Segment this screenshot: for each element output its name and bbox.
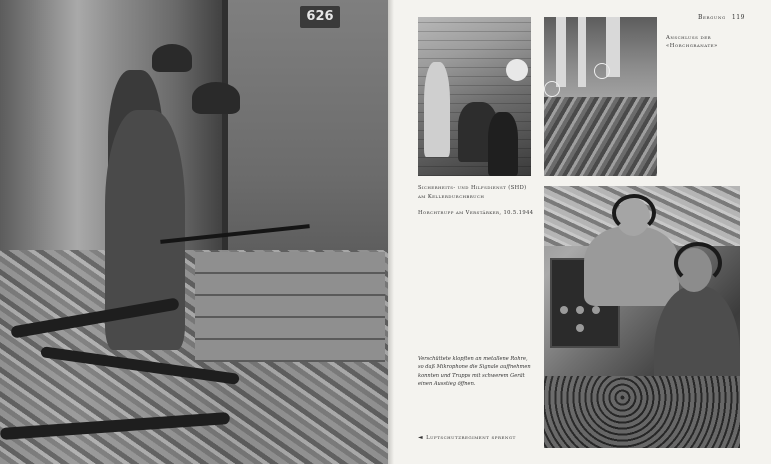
caption-italic-line1: Verschüttete klopften an metallene Rohre, [418,356,528,362]
photo-debris [544,97,657,176]
operator-left [584,226,679,306]
helmet-front [192,82,240,114]
photo-cables [544,376,740,448]
photo-listening-grenade [544,17,657,176]
caption-middle-para2: Horchtrupp am Verstärker, 10.5.1944 [418,210,534,217]
caption-middle-para1-line2: am Kellerdurchbruch [418,194,485,201]
arrow-left-icon: ◄ [418,434,424,441]
radio-knob [560,306,568,314]
photo-pillar [556,17,566,87]
photo-listening-team [544,186,740,448]
headset-icon [674,242,722,284]
caption-bottom-text: Luftschutzregiment sprengt [426,435,516,441]
caption-italic-line4: einen Ausstieg öffnen. [418,381,476,388]
headset-icon [612,194,656,232]
house-number-sign: 626 [300,6,340,28]
book-gutter [388,0,394,464]
running-head [698,14,745,21]
radio-knob [592,306,600,314]
radio-knob [576,306,584,314]
page-number: 119 [731,14,746,21]
photo-brick-block [195,252,385,362]
worker-dark [488,112,518,176]
radio-knob [576,324,584,332]
caption-top-right-line2: «Horchgranate» [666,43,718,50]
caption-top-right-line1: Anschluss der [666,35,712,41]
caption-bottom [418,434,516,441]
caption-italic-line2: so daß Mikrophone die Signale auffnehmen [418,364,531,371]
photo-shd-basement [418,17,531,176]
worker-standing [424,62,450,157]
photo-marker-ring [544,81,560,97]
caption-italic-line3: konnten und Trupps mit schwerem Gerät [418,372,525,379]
photo-pillar [578,17,586,87]
caption-middle [418,184,538,225]
running-head-title: Bergung [698,14,726,21]
photo-wall-edge [222,0,228,290]
photo-lamp [506,59,528,81]
photo-marker-ring [594,63,610,79]
caption-italic [418,355,534,389]
caption-middle-para1-line1: Sicherheits- und Hilfsdienst (SHD) [418,185,527,191]
helmet-back [152,44,192,72]
caption-middle-para1 [418,184,538,202]
caption-top-right [666,34,746,51]
